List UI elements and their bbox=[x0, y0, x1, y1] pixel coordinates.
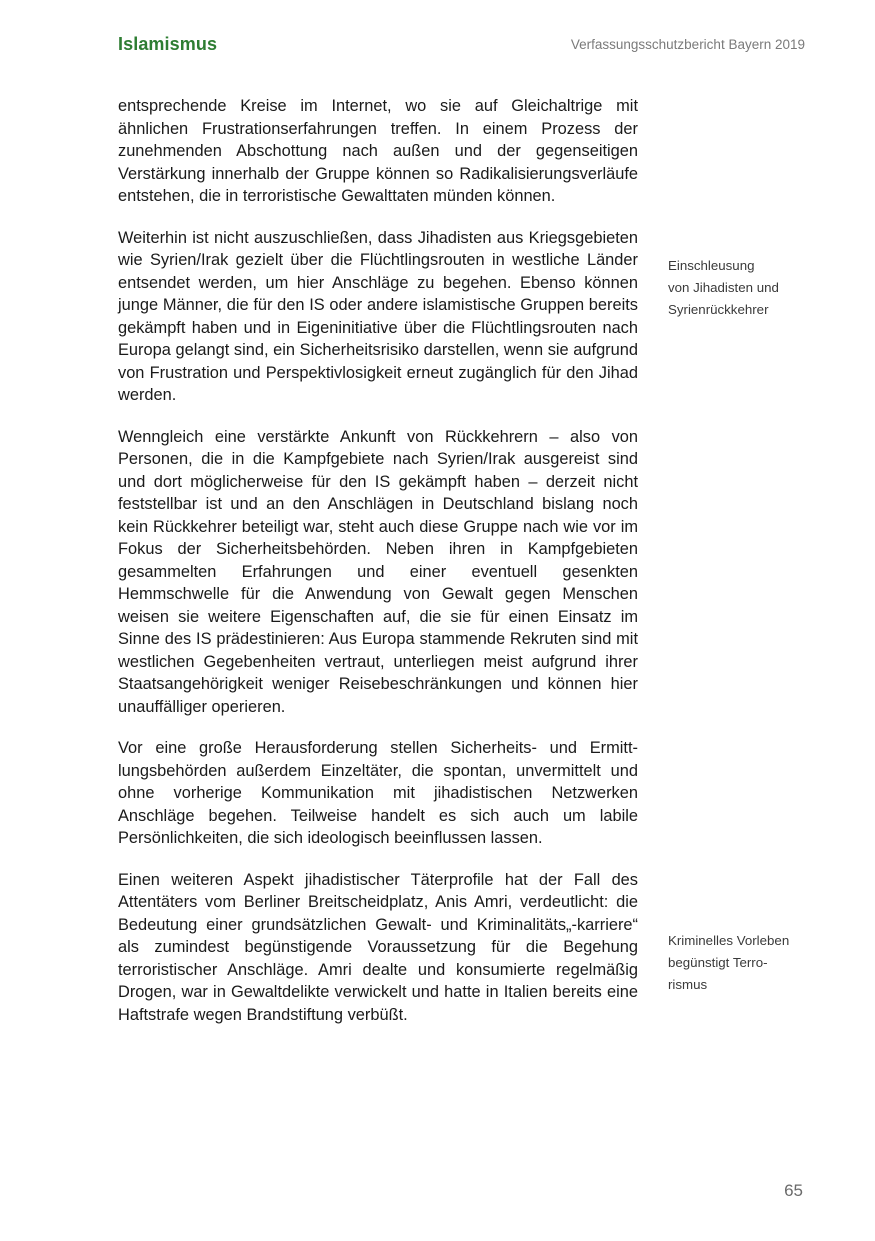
margin-note-line: von Jihadisten und bbox=[668, 280, 779, 295]
paragraph-1: entsprechende Kreise im Internet, wo sie auf Gleichaltrige mit ähnlichen Frustrationserfahrungen treffen. In einem Prozess der zunehmenden Abschottung nach außen und der gegenseitigen Verstärkung innerhalb der Gruppe können so Radikalisierungsverläufe entstehen, die in terroristische Gewalttaten münden können. bbox=[118, 97, 638, 205]
margin-note-line: rismus bbox=[668, 977, 708, 992]
margin-note-criminal-past bbox=[668, 930, 818, 996]
running-header-publication: Verfassungsschutzbericht Bayern 2019 bbox=[570, 37, 805, 52]
margin-note-line: begünstigt Terro- bbox=[668, 955, 768, 970]
running-header-section: Islamismus bbox=[118, 34, 218, 54]
margin-note-line: Kriminelles Vorleben bbox=[668, 933, 790, 948]
margin-note-line: Einschleusung bbox=[668, 258, 755, 273]
paragraph-2: Weiterhin ist nicht auszuschließen, dass Jihadisten aus Kriegsgebieten wie Syrien/Irak gezielt über die Flüchtlingsrouten in westliche Länder entsendet werden, um hier Anschläge zu begehen. Ebenso können junge Männer, die für den IS oder andere islamistische Gruppen bereits gekämpft haben und in Eigeninitiative über die Flüchtlingsrouten nach Europa gelangt sind, ein Sicherheitsrisiko darstellen, wenn sie aufgrund von Frustration und Perspektivlosigkeit erneut zugänglich für den Jihad werden. bbox=[118, 228, 638, 404]
paragraph-3: Wenngleich eine verstärkte Ankunft von Rückkehrern – also von Personen, die in die Kampfgebiete nach Syrien/Irak ausgereist sind und dort möglicherweise für den IS gekämpft haben – derzeit nicht feststellbar ist und an den Anschlägen in Deutschland bislang noch kein Rückkehrer beteiligt war, steht auch diese Gruppe nach wie vor im Fokus der Sicherheitsbehörden. Neben ihren in Kampfgebieten gesammelten Erfahrungen und einer eventuell gesenkten Hemmschwelle für die Anwendung von Gewalt gegen Menschen weisen sie weitere Eigenschaften auf, die sie für einen Einsatz im Sinne des IS prädestinieren: Aus Europa stammende Rekruten sind mit westlichen Gegebenheiten vertraut, unterliegen meist aufgrund ihrer Staatsangehörigkeit weniger Reisebeschränkungen und können hier unauffälliger operieren. bbox=[118, 427, 638, 716]
paragraph-5: Einen weiteren Aspekt jihadistischer Täterprofile hat der Fall des Attentäters vom Berliner Breitscheidplatz, Anis Amri, verdeutlicht: die Bedeutung einer grundsätzlichen Gewalt- und Kriminalitäts„-karriere“ als zumindest begünstigende Voraussetzung für die Begehung terroristischer Anschläge. Amri dealte und konsumierte regelmäßig Drogen, war in Gewaltdelikte verwickelt und hatte in Italien bereits eine Haftstrafe wegen Brandstiftung verbüßt. bbox=[118, 870, 638, 1024]
margin-note-line: Syrienrückkehrer bbox=[668, 302, 769, 317]
page-number: 65 bbox=[784, 1181, 803, 1200]
margin-note-infiltration bbox=[668, 255, 818, 321]
body-text-column bbox=[118, 95, 638, 1045]
paragraph-4: Vor eine große Herausforderung stellen Sicherheits- und Ermittlungsbehörden außerdem Einzeltäter, die spontan, unvermittelt und ohne vorherige Kommunikation mit jihadistischen Netzwerken Anschläge begehen. Teilweise handelt es sich auch um labile Persönlichkeiten, die sich ideologisch beeinflussen lassen. bbox=[118, 739, 638, 847]
